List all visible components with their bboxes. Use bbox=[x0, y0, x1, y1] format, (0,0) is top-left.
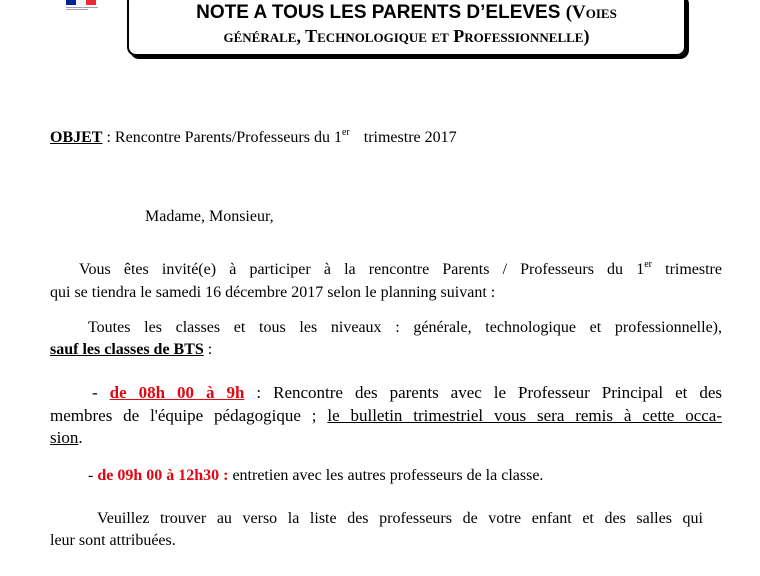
page-title bbox=[129, 2, 684, 24]
slot2-line: - de 09h 00 à 12h30 : entretien avec les autres professeurs de la classe. bbox=[88, 467, 544, 484]
page-subtitle: générale, Technologique et Professionnelle) bbox=[223, 26, 590, 46]
slot2-time: de 09h 00 à 12h30 : bbox=[97, 467, 229, 484]
slot1-line-2: membres de l'équipe pédagogique ; le bulletin trimestriel vous sera remis à cette occa- bbox=[50, 406, 722, 425]
slot1-line-3: sion. bbox=[50, 428, 83, 447]
title-box bbox=[127, 0, 686, 56]
objet-text: Rencontre Parents/Professeurs du 1 bbox=[114, 129, 342, 146]
greeting: Madame, Monsieur, bbox=[145, 208, 274, 225]
bts-exception: sauf les classes de BTS bbox=[50, 341, 204, 358]
republique-francaise-logo bbox=[66, 0, 98, 14]
closing-line-1: Veuillez trouver au verso la liste des professeurs de votre enfant et des salles qui bbox=[97, 510, 703, 527]
title-main: NOTE A TOUS LES PARENTS D’ELEVES bbox=[196, 2, 561, 23]
invite-line-1: Vous êtes invité(e) à participer à la rencontre Parents / Professeurs du 1er trimestre bbox=[79, 259, 722, 278]
classes-line-2: sauf les classes de BTS : bbox=[50, 341, 213, 358]
slot1-line-1: - de 08h 00 à 9h : Rencontre des parents avec le Professeur Principal et des bbox=[92, 383, 722, 402]
classes-line-1: Toutes les classes et tous les niveaux : générale, technologique et professionnelle), bbox=[88, 319, 722, 336]
title-paren: (Voies bbox=[565, 2, 617, 23]
tricolor-flag-icon bbox=[66, 0, 96, 5]
objet-label: OBJET bbox=[50, 129, 103, 146]
closing-line-2: leur sont attribuées. bbox=[50, 532, 176, 549]
invite-line-2: qui se tiendra le samedi 16 décembre 2017 selon le planning suivant : bbox=[50, 284, 496, 301]
objet-line: OBJET : Rencontre Parents/Professeurs du 1er trimestre 2017 bbox=[50, 127, 457, 146]
slot1-time: de 08h 00 à 9h bbox=[109, 383, 245, 402]
